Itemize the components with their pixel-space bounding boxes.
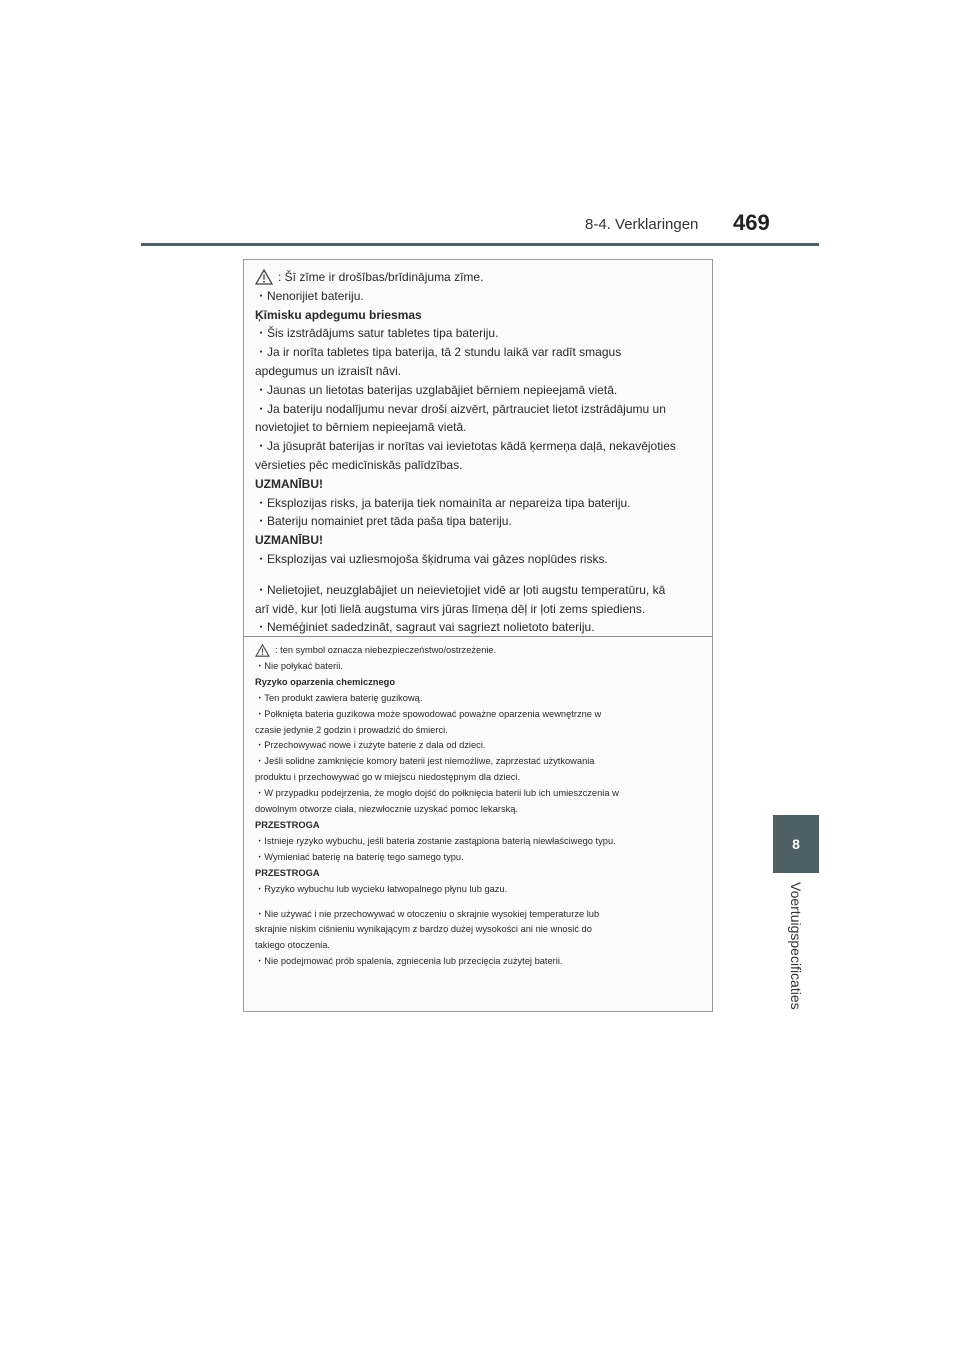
warning-symbol-line-lv: : Šī zīme ir drošības/brīdinājuma zīme. — [255, 268, 705, 287]
lv-line: ・Eksplozijas vai uzliesmojoša šķidruma vai gāzes noplūdes risks. — [255, 551, 608, 566]
pl-line: ・Ryzyko wybuchu lub wycieku łatwopalnego płynu lub gazu. — [255, 883, 508, 894]
pl-line: ・Nie używać i nie przechowywać w otoczeniu o skrajnie wysokiej temperaturze lub — [255, 908, 600, 919]
lv-line: arī vidē, kur ļoti lielā augstuma virs jūras līmeņa dēļ ir ļoti zems spiediens. — [255, 601, 646, 616]
chapter-tab-number: 8 — [792, 836, 800, 852]
spacer — [255, 898, 705, 907]
pl-line: ・Nie podejmować prób spalenia, zgniecenia lub przecięcia zużytej baterii. — [255, 956, 563, 967]
lv-line: ・Šis izstrādājums satur tabletes tipa bateriju. — [255, 326, 499, 341]
pl-line: ・Przechowywać nowe i zużyte baterie z dala od dzieci. — [255, 740, 486, 751]
lv-line: ・Eksplozijas risks, ja baterija tiek nomainīta ar nepareiza tipa bateriju. — [255, 495, 631, 510]
pl-caution-heading: PRZESTROGA — [255, 819, 320, 830]
lv-chem-burn-title: Ķīmisku apdegumu briesmas — [255, 307, 422, 322]
lv-line: novietojiet to bērniem nepieejamā vietā. — [255, 420, 467, 435]
lv-line: ・Nelietojiet, neuzglabājiet un neievietojiet vidē ar ļoti augstu temperatūru, kā — [255, 582, 666, 597]
pl-line: ・W przypadku podejrzenia, że mogło dojść do połknięcia baterii lub ich umieszczenia w — [255, 788, 619, 799]
pl-line: ・Jeśli solidne zamknięcie komory baterii jest niemożliwe, zaprzestać użytkowania — [255, 756, 595, 767]
warning-symbol-line-pl: : ten symbol oznacza niebezpieczeństwo/ostrzeżenie. — [255, 643, 705, 659]
lv-do-not-swallow: ・Nenorijiet bateriju. — [255, 288, 364, 303]
pl-line: czasie jedynie 2 godzin i prowadzić do śmierci. — [255, 724, 448, 735]
pl-caution-heading: PRZESTROGA — [255, 867, 320, 878]
lv-caution-heading: UZMANĪBU! — [255, 533, 323, 548]
lv-line: ・Ja jūsuprāt baterijas ir norītas vai ievietotas kādā ķermeņa daļā, nekavējoties — [255, 439, 676, 454]
pl-do-not-swallow: ・Nie połykać baterii. — [255, 660, 343, 671]
pl-line: dowolnym otworze ciała, niezwłocznie uzyskać pomoc lekarską. — [255, 804, 519, 815]
chapter-side-label: Voertuigspecificaties — [788, 882, 804, 1010]
section-title: 8-4. Verklaringen — [585, 216, 699, 233]
lv-line: vērsieties pēc medicīniskās palīdzības. — [255, 457, 463, 472]
warning-triangle-icon — [255, 644, 270, 657]
pl-line: ・Istnieje ryzyko wybuchu, jeśli bateria zostanie zastąpiona baterią niewłaściwego typu. — [255, 835, 616, 846]
lv-line: ・Jaunas un lietotas baterijas uzglabājiet bērniem nepieejamā vietā. — [255, 382, 618, 397]
lv-caution-heading: UZMANĪBU! — [255, 476, 323, 491]
lv-line: ・Bateriju nomainiet pret tāda paša tipa bateriju. — [255, 514, 512, 529]
pl-line: skrajnie niskim ciśnieniu wynikającym z bardzo dużej wysokości ani nie wnosić do — [255, 924, 592, 935]
language-divider — [244, 636, 712, 637]
lv-line: ・Ja bateriju nodalījumu nevar droši aizvērt, pārtrauciet lietot izstrādājumu un — [255, 401, 666, 416]
pl-line: ・Wymieniać baterię na baterię tego samego typu. — [255, 851, 464, 862]
chapter-tab — [773, 815, 819, 873]
lv-line: ・Ja ir norīta tabletes tipa baterija, tā 2 stundu laikā var radīt smagus — [255, 345, 622, 360]
pl-chem-burn-title: Ryzyko oparzenia chemicznego — [255, 676, 396, 687]
header-rule — [141, 243, 819, 246]
page-number: 469 — [733, 210, 770, 235]
polish-section — [255, 643, 705, 970]
spacer — [255, 569, 705, 581]
latvian-section — [255, 268, 705, 637]
pl-line: ・Ten produkt zawiera baterię guzikową. — [255, 692, 423, 703]
pl-line: ・Połknięta bateria guzikowa może spowodować poważne oparzenia wewnętrzne w — [255, 708, 602, 719]
battery-warning-box — [243, 259, 713, 1012]
lv-line: apdegumus un izraisīt nāvi. — [255, 363, 402, 378]
pl-line: takiego otoczenia. — [255, 940, 330, 951]
lv-line: ・Neméģiniet sadedzināt, sagraut vai sagriezt nolietoto bateriju. — [255, 620, 595, 635]
pl-line: produktu i przechowywać go w miejscu niedostępnym dla dzieci. — [255, 772, 521, 783]
warning-triangle-icon — [255, 269, 273, 285]
